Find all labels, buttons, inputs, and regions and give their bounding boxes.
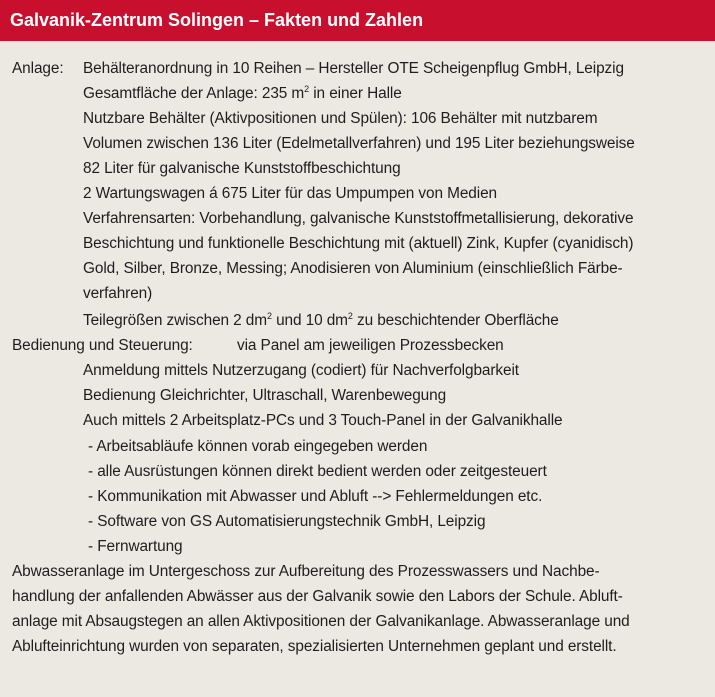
anlage-line-5: 82 Liter für galvanische Kunststoffbeschichtung [83,160,401,177]
bedienung-item-4: - Software von GS Automatisierungstechnik GmbH, Leipzig [88,513,486,530]
abwasser-line-4: Ablufteinrichtung wurden von separaten, spezialisierten Unternehmen geplant und erstellt. [12,638,617,655]
bedienung-item-1: - Arbeitsabläufe können vorab eingegeben werden [88,438,428,455]
box-title: Galvanik-Zentrum Solingen – Fakten und Zahlen [0,0,715,41]
anlage-line-2: Gesamtfläche der Anlage: 235 $m^2$ in einer Halle [83,84,402,102]
abwasser-line-1: Abwasseranlage im Untergeschoss zur Aufbereitung des Prozesswassers und Nachbe- [12,563,600,580]
anlage-line-6: 2 Wartungswagen á 675 Liter für das Umpumpen von Medien [83,185,497,202]
anlage-line-4: Volumen zwischen 136 Liter (Edelmetallverfahren) und 195 Liter beziehungsweise [83,135,635,152]
anlage-line-10: verfahren) [83,285,153,302]
bedienung-line-3: Bedienung Gleichrichter, Ultraschall, Warenbewegung [83,387,447,404]
bedienung-line-1: via Panel am jeweiligen Prozessbecken [237,337,504,354]
bedienung-line-4: Auch mittels 2 Arbeitsplatz-PCs und 3 Touch-Panel in der Galvanikhalle [83,412,563,429]
anlage-line-8: Beschichtung und funktionelle Beschichtung mit (aktuell) Zink, Kupfer (cyanidisch) [83,235,634,252]
bedienung-label: Bedienung und Steuerung: [12,337,193,354]
anlage-line-3: Nutzbare Behälter (Aktivpositionen und Spülen): 106 Behälter mit nutzbarem [83,110,598,127]
anlage-line-11: Teilegrößen zwischen 2 $dm^2$ und 10 $dm^2$ zu beschichtender Oberfläche [83,311,559,329]
bedienung-item-3: - Kommunikation mit Abwasser und Abluft --> Fehlermeldungen etc. [88,488,543,505]
anlage-line-1: Behälteranordnung in 10 Reihen – Hersteller OTE Scheigenpflug GmbH, Leipzig [83,60,624,77]
anlage-line-7: Verfahrensarten: Vorbehandlung, galvanische Kunststoffmetallisierung, dekorative [83,210,634,227]
abwasser-line-3: anlage mit Absaugstegen an allen Aktivpositionen der Galvanikanlage. Abwasseranlage und [12,613,630,630]
abwasser-line-2: handlung der anfallenden Abwässer aus der Galvanik sowie den Labors der Schule. Abluft- [12,588,623,605]
anlage-label: Anlage: [12,60,64,77]
anlage-line-9: Gold, Silber, Bronze, Messing; Anodisieren von Aluminium (einschließlich Färbe- [83,260,623,277]
bedienung-item-5: - Fernwartung [88,538,183,555]
bedienung-item-2: - alle Ausrüstungen können direkt bedient werden oder zeitgesteuert [88,463,547,480]
bedienung-line-2: Anmeldung mittels Nutzerzugang (codiert) für Nachverfolgbarkeit [83,362,519,379]
